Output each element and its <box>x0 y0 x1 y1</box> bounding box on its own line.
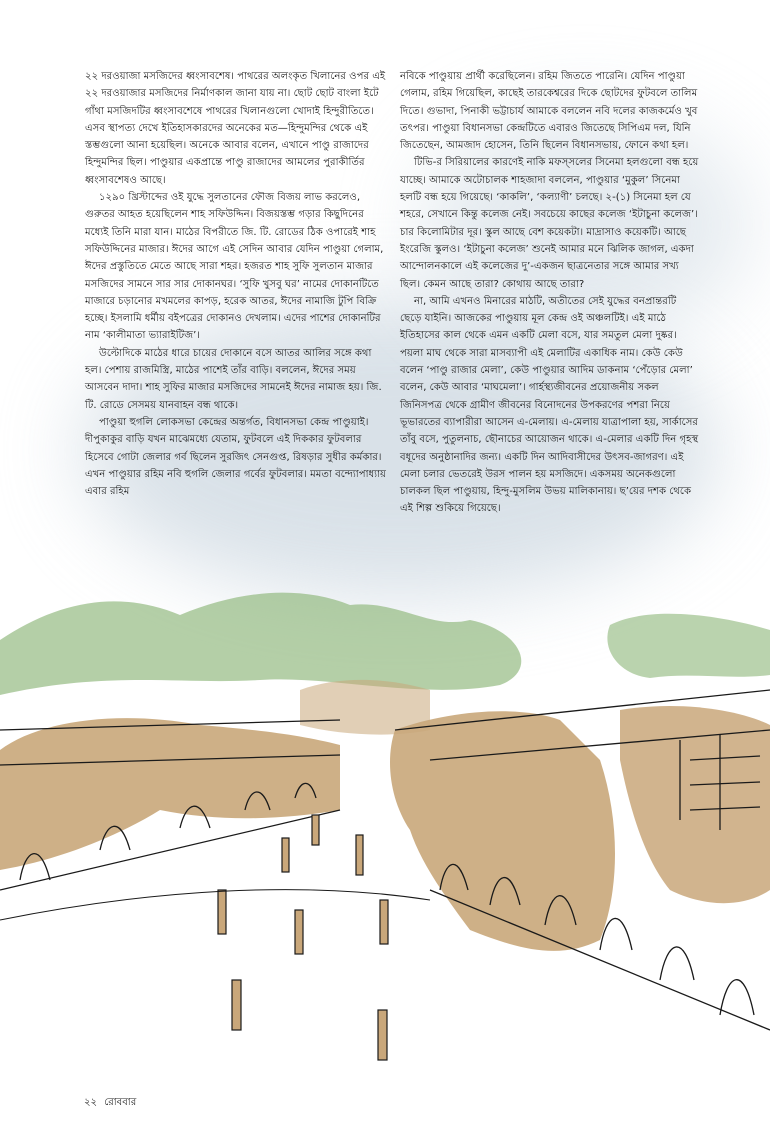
magazine-name: রোববার <box>104 1097 137 1108</box>
ground-line <box>0 890 430 920</box>
foliage-left <box>0 593 521 695</box>
pillar <box>295 910 303 954</box>
pillar <box>282 838 289 872</box>
pillar <box>218 890 226 934</box>
paragraph: উল্টোদিকে মাঠের ধারে চায়ের দোকানে বসে আতর আলির সঙ্গে কথা হল। পেশায় রাজমিস্ত্রি, মাঠের পাশেই তাঁর বাড়ি। বললেন, ঈদের সময় আসবেন দাদা। শাহ সুফির মাজার মসজিদের সামনেই ঈদের নামাজ হয়। জি. টি. রোডে সেসময় যানবাহন বন্ধ থাকে। <box>85 347 382 411</box>
paragraph: ১২৯০ খ্রিস্টাব্দের ওই যুদ্ধে সুলতানের ফৌজ বিজয় লাভ করলেও, গুরুতর আহত হয়েছিলেন শাহ সফিউদ্দিন। বিজয়স্তম্ভ গড়ার কিছুদিনের মধ্যেই তিনি মারা যান। মাঠের বিপরীতে জি. টি. রোডের ঠিক ওপারেই শাহ সফিউদ্দিনের মাজার। ঈদের আগে এই সেদিন আবার যেদিন পাণ্ডুয়া গেলাম, ঈদের প্রস্তুতিতে মেতে আছে সারা শহর। হজরত শাহ সুফি সুলতান মাজার মসজিদের সামনে সার সার দোকানঘর। ‘সুফি খুসবু ঘর’ নামের দোকানটিতে মাজারে চড়ানোর মখমলের কাপড়, হরেক আতর, ঈদের নামাজি টুপি বিক্রি হচ্ছে। ইসলামি ধর্মীয় বইপত্রের দোকানও দেখলাম। এদের পাশের দোকানটির নাম ‘কালীমাতা ভ্যারাইটিজ’। <box>85 192 384 342</box>
paragraph: ২২ দরওয়াজা মসজিদের ধ্বংসাবশেষ। পাথরের অলংকৃত খিলানের ওপর এই ২২ দরওয়াজার মসজিদের নির্মাণকাল জানা যায় না। ছোট ছোট বাংলা ইটে গাঁথা মসজিদটির ধ্বংসাবশেষে পাথরের খিলানগুলো খোদাই হিন্দুরীতিতে। এসব স্থাপত্য দেখে ইতিহাসকারদের অনেকের মত—হিন্দুমন্দির থেকে এই স্তম্ভগুলো আনা হয়েছিল। অনেকে আবার বলেন, এখানে পাণ্ডু রাজাদের হিন্দুমন্দির ছিল। পাণ্ডুয়ার একপ্রান্তে পাণ্ডু রাজাদের আমলের পুরাকীর্তির ধ্বংসাবশেষও আছে। <box>85 71 386 186</box>
pillar <box>232 980 241 1030</box>
pillar-group <box>218 815 388 1060</box>
foliage-right <box>607 614 770 678</box>
paragraph: নবিকে পাণ্ডুয়ায় প্রার্থী করেছিলেন। রহিম জিততে পারেনি। যেদিন পাণ্ডুয়া গেলাম, রহিম গিয়েছিল, কাছেই তারকেশ্বরের দিকে ছোটদের ফুটবলে তালিম দিতে। গুভাদা, পিনাকী ভট্টাচার্য আমাকে বললেন নবি দলের কাজকর্মেও খুব তৎপর। পাণ্ডুয়া বিধানসভা কেন্দ্রটিতে এবারও জিতেছে সিপিএম দল, যিনি জিতেছেন, আমজাদ হোসেন, তিনি ছিলেন বিধানসভায়, ফোনে কথা হল। <box>400 71 698 152</box>
mosque-ruins-illustration <box>0 560 770 1136</box>
article-right-column <box>400 68 700 518</box>
paragraph: না, আমি এখনও মিনারের মাঠটি, অতীতের সেই যুদ্ধের বনপ্রান্তরটি ছেড়ে যাইনি। আজকের পাণ্ডুয়ায় মূল কেন্দ্র ওই অঞ্চলটিই। এই মাঠে ইতিহাসের কাল থেকে এমন একটি মেলা বসে, যার সমতুল মেলা দুষ্কর। পয়লা মাঘ থেকে সারা মাসব্যাপী এই মেলাটির একাধিক নাম। কেউ কেউ বলেন ‘পাণ্ডু রাজার মেলা’, কেউ পাণ্ডুয়ার আদিম ডাকনাম ‘পেঁড়োর মেলা’ বলেন, কেউ আবার ‘মাঘমেলা’। গার্হস্থ্যজীবনের প্রয়োজনীয় সকল জিনিসপত্র থেকে গ্রামীণ জীবনের বিনোদনের উপকরণের পশরা নিয়ে ভূভারতের ব্যাপারীরা আসেন এ-মেলায়। এ-মেলায় যাত্রাপালা হয়, সার্কাসের তাঁবু বসে, পুতুলনাচ, ছৌনাচের আয়োজন থাকে। এ-মেলার একটি দিন গৃহস্থ বধূদের অনুষ্ঠানাদির জন্য। একটি দিন আদিবাসীদের উৎসব-জাগরণ। এই মেলা চলার ভেতরেই উরস পালন হয় মসজিদে। একসময় অনেকগুলো চালকল ছিল পাণ্ডুয়ায়, হিন্দু-মুসলিম উভয় মালিকানায়। ছ’য়ের দশক থেকে এই শিল্প শুকিয়ে গিয়েছে। <box>400 295 699 515</box>
paragraph: টিভি-র সিরিয়ালের কারণেই নাকি মফস্সলের সিনেমা হলগুলো বন্ধ হয়ে যাচ্ছে। আমাকে অটোচালক শাহজাদা বললেন, পাণ্ডুয়ার ‘মুকুল’ সিনেমা হলটি বন্ধ হয়ে গিয়েছে। ‘কাকলি’, ‘কল্যাণী’ চলছে। ২-(১) সিনেমা হল যে শহরে, সেখানে কিন্তু কলেজ নেই। সবচেয়ে কাছের কলেজ ‘ইটাচুনা কলেজ’। চার কিলোমিটার দূর। স্কুল আছে বেশ কয়েকটা। মাদ্রাসাও কয়েকটি। আছে ইংরেজি স্কুলও। ‘ইটাচুনা কলেজ’ শুনেই আমার মনে ঝিলিক জাগল, একদা আন্দোলনকালে এই কলেজের দু’-একজন ছাত্রনেতার সঙ্গে আমার সখ্য ছিল। কেমন আছে তারা? কোথায় আছে তারা? <box>400 157 699 290</box>
stone-wash-far <box>300 680 430 735</box>
pillar <box>356 835 363 875</box>
pillar <box>312 815 319 845</box>
page-number: ২২ <box>84 1097 98 1108</box>
pillar <box>378 1010 387 1060</box>
pillar <box>380 900 388 944</box>
article-left-column <box>85 68 387 500</box>
page-footer <box>84 1095 136 1112</box>
paragraph: পাণ্ডুয়া হুগলি লোকসভা কেন্দ্রের অন্তর্গত, বিধানসভা কেন্দ্র পাণ্ডুয়াই। দীপুকাকুর বাড়ি যখন মাঝেমধ্যে যেতাম, ফুটবলে এই দিককার ফুটবলার হিসেবে গোটা জেলার গর্ব ছিলেন সুরজিৎ সেনগুপ্ত, রিষড়ার সুধীর কর্মকার। এখন পাণ্ডুয়ার রহিম নবি হুগলি জেলার গর্বের ফুটবলার। মমতা বন্দ্যোপাধ্যায় এবার রহিম <box>85 416 386 498</box>
stone-wash-right <box>620 706 770 903</box>
